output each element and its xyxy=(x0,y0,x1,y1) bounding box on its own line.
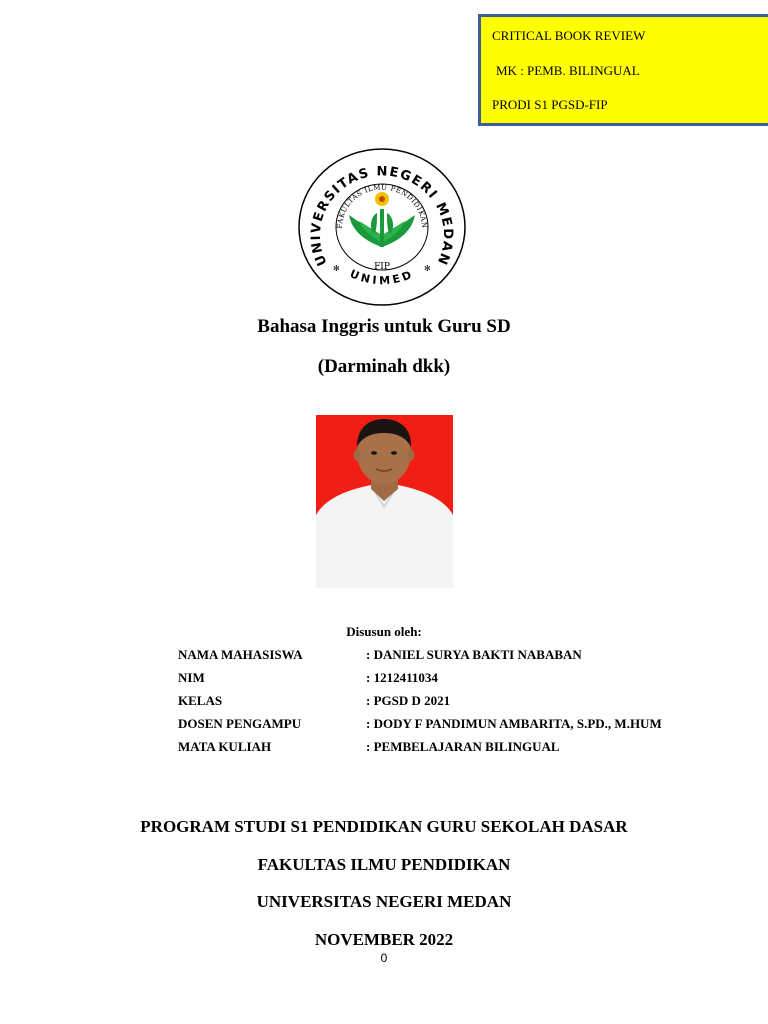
header-line-1: CRITICAL BOOK REVIEW xyxy=(492,28,646,43)
footer-university: UNIVERSITAS NEGERI MEDAN xyxy=(256,892,512,911)
info-value: : PGSD D 2021 xyxy=(366,693,451,708)
compiled-by-heading: Disusun oleh: xyxy=(346,624,422,639)
info-key: NAMA MAHASISWA xyxy=(178,647,303,662)
svg-text:✻: ✻ xyxy=(424,264,431,273)
student-photo xyxy=(316,415,453,588)
svg-text:✻: ✻ xyxy=(333,264,340,273)
footer-date: NOVEMBER 2022 xyxy=(314,930,454,949)
info-value: : PEMBELAJARAN BILINGUAL xyxy=(366,739,560,754)
header-label-box xyxy=(478,14,768,126)
info-value: : DODY F PANDIMUN AMBARITA, S.PD., M.HUM xyxy=(366,716,662,731)
footer-program: PROGRAM STUDI S1 PENDIDIKAN GURU SEKOLAH DASAR xyxy=(140,817,628,836)
logo-inner-text: FAKULTAS ILMU PENDIDIKAN xyxy=(335,183,429,229)
footer-faculty: FAKULTAS ILMU PENDIDIKAN xyxy=(257,855,511,874)
header-line-2: MK : PEMB. BILINGUAL xyxy=(496,63,640,78)
logo-abbr: FIP xyxy=(374,262,390,272)
info-value: : DANIEL SURYA BAKTI NABABAN xyxy=(366,647,582,662)
book-author: (Darminah dkk) xyxy=(317,356,451,377)
info-key: DOSEN PENGAMPU xyxy=(178,716,302,731)
info-key: MATA KULIAH xyxy=(178,739,272,754)
logo-outer-text: UNIVERSITAS NEGERI MEDAN xyxy=(308,164,456,268)
university-logo xyxy=(297,147,467,307)
book-title: Bahasa Inggris untuk Guru SD xyxy=(257,316,511,337)
page-number: 0 xyxy=(380,951,388,965)
info-value: : 1212411034 xyxy=(366,670,438,685)
logo-bottom-text: UNIMED xyxy=(347,267,417,288)
info-key: NIM xyxy=(178,670,205,685)
header-line-3: PRODI S1 PGSD-FIP xyxy=(492,97,608,112)
info-key: KELAS xyxy=(178,693,223,708)
